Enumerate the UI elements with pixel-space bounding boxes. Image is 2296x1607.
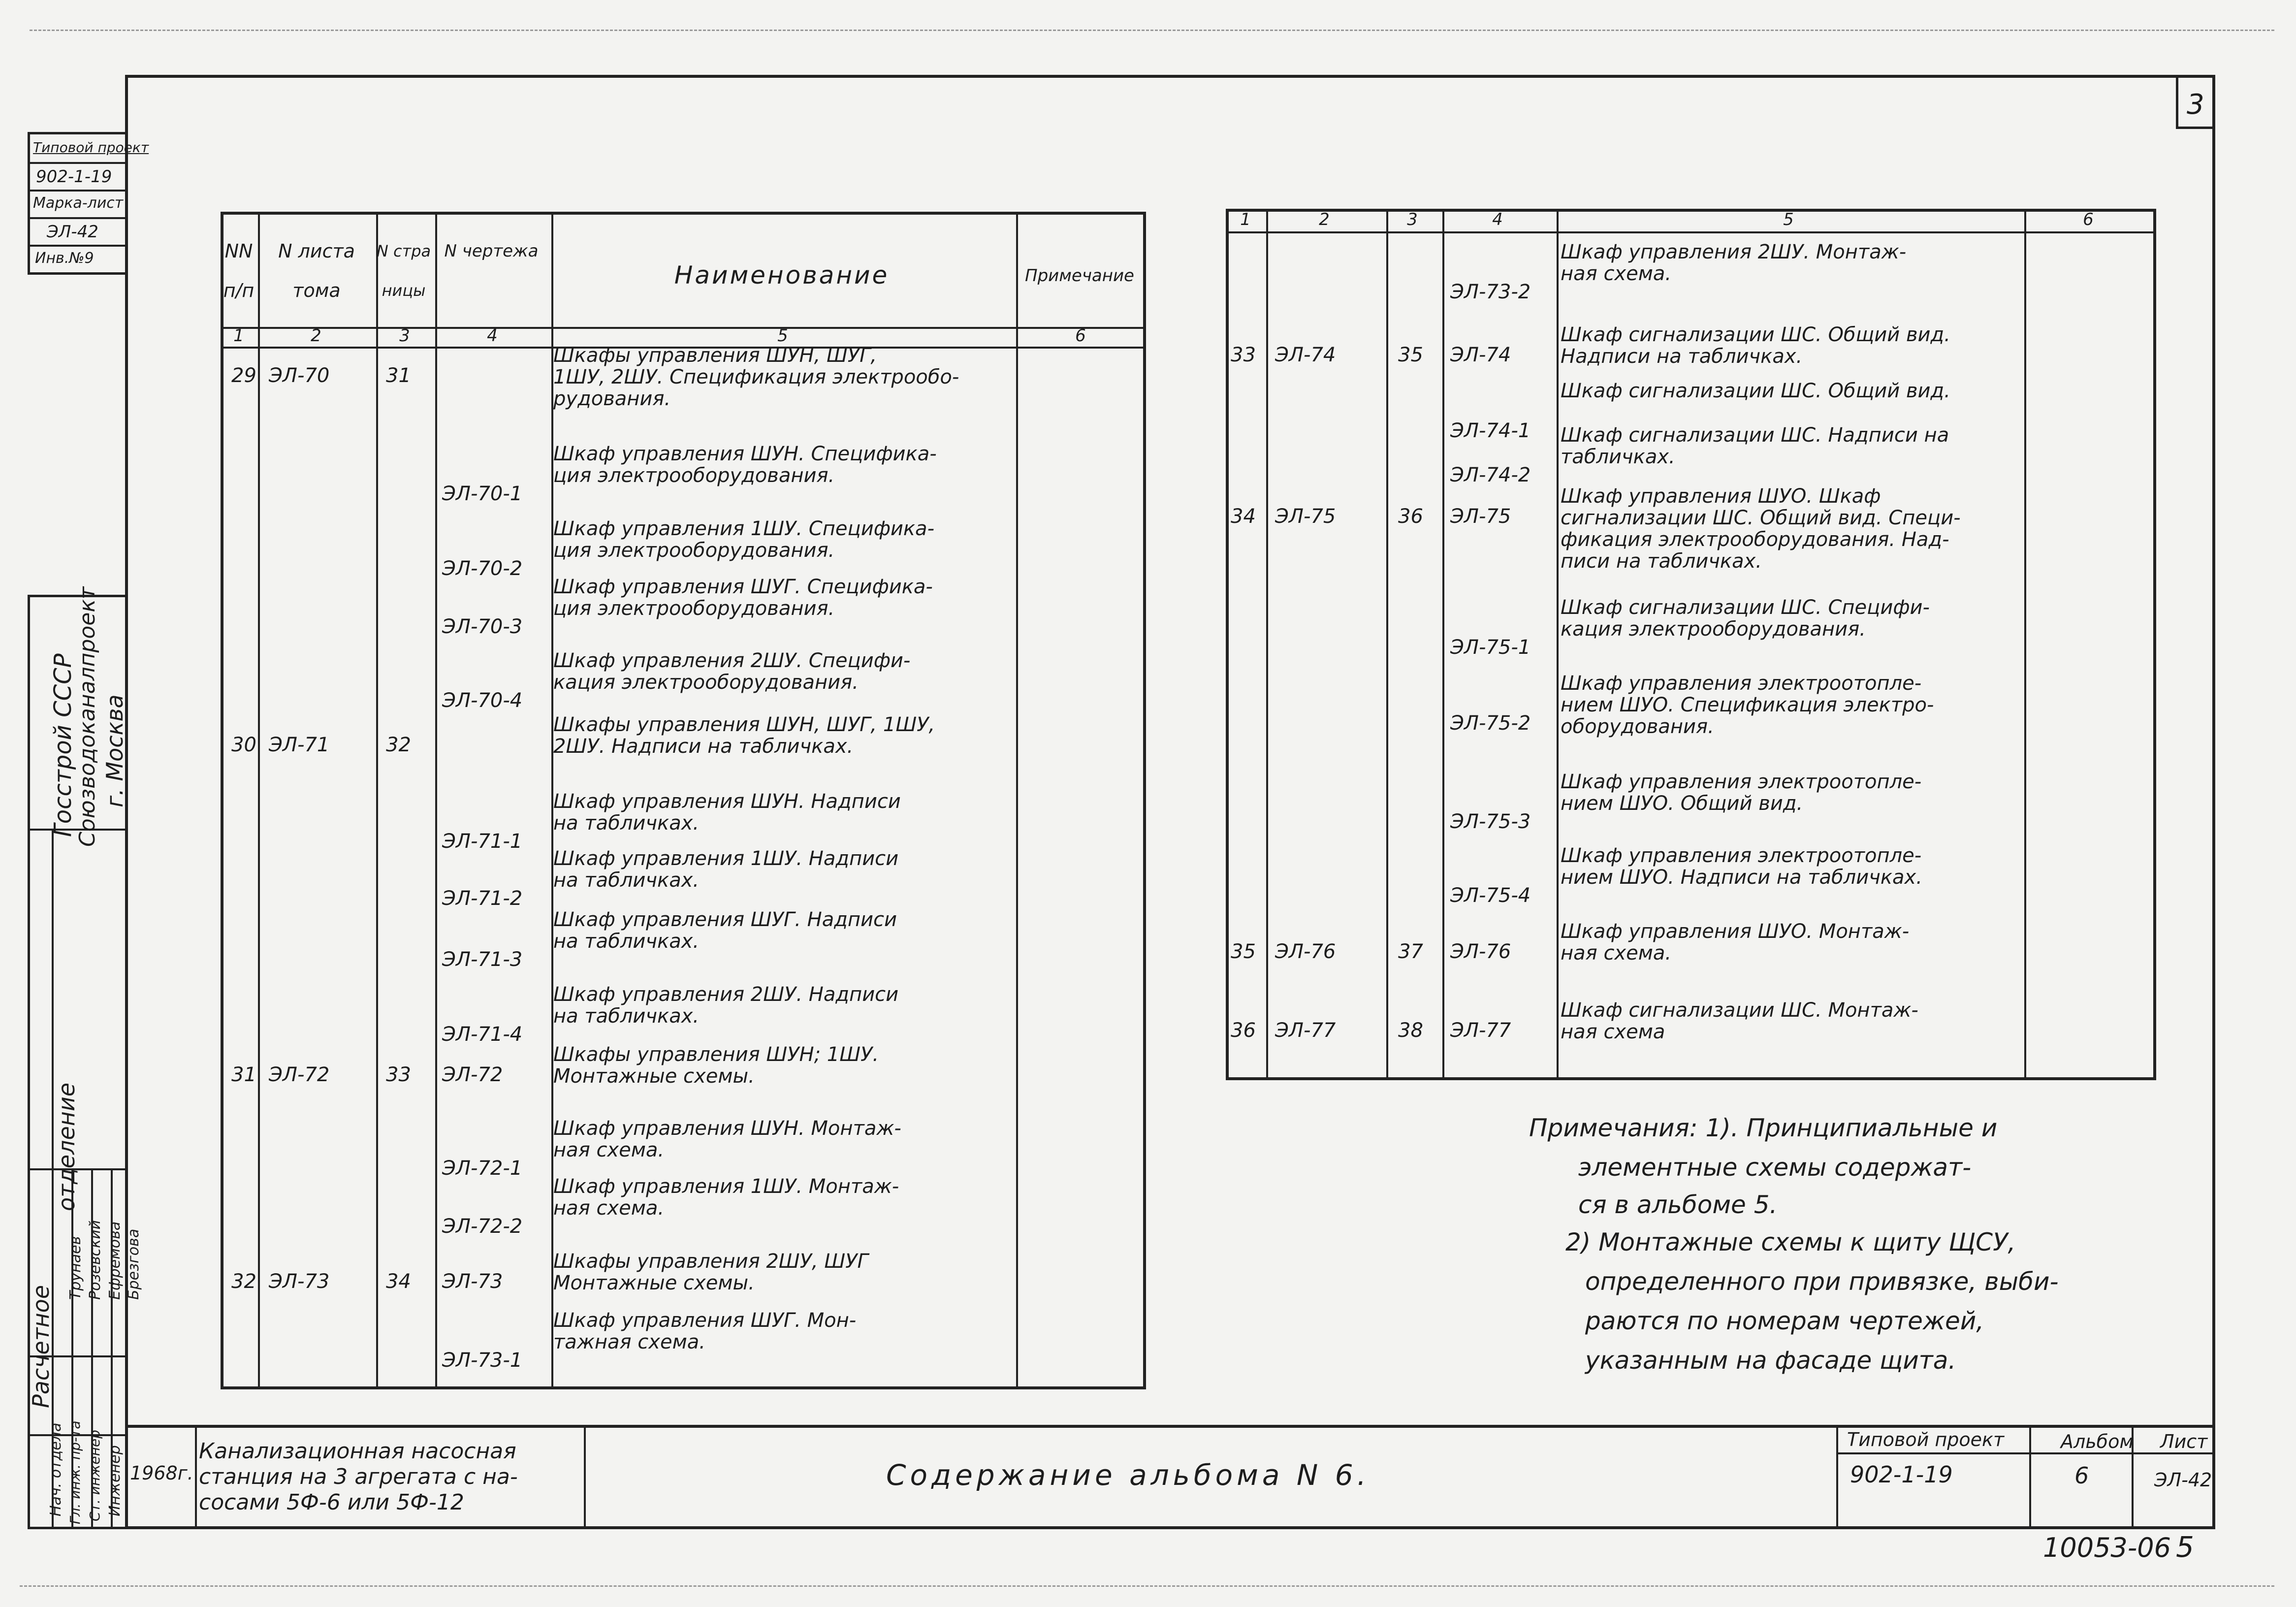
org-name-3: г. Москва — [101, 694, 128, 807]
stamp-inv-label: Инв.№9 — [35, 250, 94, 267]
lt-row-name: Шкаф управления ШУГ. Мон- тажная схема. — [553, 1309, 857, 1353]
notes-line-3: ся в альбоме 5. — [1578, 1190, 1778, 1219]
lt-row-drawing: ЭЛ-70-2 — [442, 557, 523, 580]
lt-row-drawing: ЭЛ-70-1 — [442, 482, 523, 505]
rt-colnum-6: 6 — [2083, 210, 2094, 229]
rt-row-page: 36 — [1398, 505, 1423, 528]
lt-colnum-1: 1 — [233, 326, 244, 346]
notes-line-1: Примечания: 1). Принципиальные и — [1529, 1114, 1998, 1142]
lt-row-name: Шкафы управления ШУН, ШУГ, 1ШУ, 2ШУ. Спецификация электрообо- рудования. — [553, 344, 959, 410]
rt-row-drawing: ЭЛ-77 — [1450, 1019, 1511, 1042]
tb-album-label: Альбом — [2061, 1431, 2134, 1452]
lt-row-drawing: ЭЛ-73-1 — [442, 1349, 523, 1372]
tb-sheet-no: ЭЛ-42 — [2154, 1469, 2212, 1491]
rt-row-name: Шкаф сигнализации ШС. Монтаж- ная схема — [1561, 999, 1918, 1043]
name-2: Розевский — [87, 1220, 104, 1300]
rt-row-drawing: ЭЛ-75-4 — [1450, 884, 1531, 907]
role-3: Ст. инженер — [87, 1430, 103, 1521]
rt-row-drawing: ЭЛ-74-1 — [1450, 419, 1531, 442]
top-edge-line — [30, 30, 2274, 31]
rt-colnum-4: 4 — [1492, 210, 1503, 229]
rt-row-number: 33 — [1231, 344, 1256, 366]
rt-row-drawing: ЭЛ-76 — [1450, 940, 1511, 963]
rt-row-name: Шкаф управления электроотопле- нием ШУО. Общий вид. — [1561, 771, 1922, 815]
lt-row-drawing: ЭЛ-72 — [442, 1063, 503, 1086]
rt-row-name: Шкаф сигнализации ШС. Специфи- кация электрооборудования. — [1561, 596, 1930, 641]
rt-row-sheet: ЭЛ-76 — [1275, 940, 1336, 963]
rt-row-drawing: ЭЛ-73-2 — [1450, 281, 1531, 303]
rt-row-number: 35 — [1231, 940, 1256, 963]
rt-row-page: 37 — [1398, 940, 1423, 963]
org-name-2: Союзводоканалпроект — [75, 586, 100, 847]
lt-row-drawing: ЭЛ-71-4 — [442, 1023, 523, 1046]
role-1: Нач. отдела — [47, 1422, 64, 1516]
rt-row-drawing: ЭЛ-74 — [1450, 344, 1511, 366]
lt-row-drawing: ЭЛ-71-1 — [442, 830, 523, 853]
title-year: 1968г. — [130, 1462, 193, 1484]
name-4: Брезгова — [125, 1228, 142, 1300]
lt-header-nn: NN п/п — [223, 240, 255, 301]
lt-header-page: N стра ницы — [376, 242, 431, 300]
tb-album-no: 6 — [2074, 1462, 2089, 1489]
lt-row-name: Шкаф управления 2ШУ. Специфи- кация электрооборудования. — [553, 649, 911, 694]
rt-row-drawing: ЭЛ-75-2 — [1450, 712, 1531, 735]
title-object: Канализационная насосная станция на 3 агрегата с на- сосами 5Ф-6 или 5Ф-12 — [199, 1439, 518, 1515]
tb-sheet-label: Лист — [2160, 1431, 2208, 1452]
corner-stamp — [28, 132, 149, 275]
lt-row-name: Шкаф управления 1ШУ. Монтаж- ная схема. — [553, 1175, 899, 1220]
tb-project-label: Типовой проект — [1847, 1429, 2005, 1450]
lt-row-name: Шкаф управления ШУН. Специфика- ция электрооборудования. — [553, 443, 937, 487]
lt-row-name: Шкаф управления ШУН. Надписи на табличках. — [553, 790, 901, 835]
rt-row-sheet: ЭЛ-77 — [1275, 1019, 1336, 1042]
footer-code: 10053-06 — [2043, 1532, 2171, 1563]
role-2: Гл. инж. пр-та — [67, 1420, 83, 1524]
lt-row-drawing: ЭЛ-72-2 — [442, 1215, 523, 1238]
lt-row-name: Шкафы управления 2ШУ, ШУГ Монтажные схемы. — [553, 1250, 868, 1294]
footer-page: 5 — [2176, 1530, 2194, 1564]
dept-name: Расчетное — [28, 1285, 54, 1408]
dept-name-2: отделение — [53, 1082, 80, 1211]
rt-colnum-2: 2 — [1319, 210, 1330, 229]
lt-row-sheet: ЭЛ-71 — [269, 734, 330, 756]
rt-row-drawing: ЭЛ-75 — [1450, 505, 1511, 528]
rt-row-name: Шкаф сигнализации ШС. Общий вид. — [1561, 380, 1950, 402]
lt-row-number: 31 — [231, 1063, 256, 1086]
lt-row-name: Шкаф управления 1ШУ. Специфика- ция электрооборудования. — [553, 517, 935, 562]
rt-row-page: 35 — [1398, 344, 1423, 366]
notes-line-7: указанным на фасаде щита. — [1585, 1346, 1956, 1375]
lt-row-drawing: ЭЛ-71-3 — [442, 948, 523, 971]
lt-row-name: Шкаф управления ШУГ. Специфика- ция электрооборудования. — [553, 576, 933, 620]
rt-row-drawing: ЭЛ-75-1 — [1450, 636, 1531, 659]
lt-row-name: Шкаф управления 1ШУ. Надписи на табличках. — [553, 847, 899, 892]
stamp-mark-label: Марка-лист — [33, 194, 124, 212]
stamp-mark-value: ЭЛ-42 — [47, 222, 98, 242]
lt-row-name: Шкафы управления ШУН, ШУГ, 1ШУ, 2ШУ. Надписи на табличках. — [553, 713, 935, 758]
rt-row-sheet: ЭЛ-74 — [1275, 344, 1336, 366]
name-1: Трунаев — [67, 1236, 84, 1300]
name-3: Ефремова — [106, 1221, 124, 1300]
role-4: Инженер — [106, 1445, 124, 1516]
lt-row-page: 31 — [386, 364, 411, 387]
lt-row-number: 32 — [231, 1270, 256, 1293]
rt-row-number: 36 — [1231, 1019, 1256, 1042]
drawing-title: Содержание альбома N 6. — [886, 1458, 1371, 1492]
rt-colnum-5: 5 — [1783, 210, 1794, 229]
lt-header-drawing: N чертежа — [444, 241, 539, 261]
lt-row-page: 34 — [386, 1270, 411, 1293]
lt-row-sheet: ЭЛ-72 — [269, 1063, 330, 1086]
rt-row-name: Шкаф управления ШУО. Монтаж- ная схема. — [1561, 920, 1910, 964]
lt-row-page: 33 — [386, 1063, 411, 1086]
tb-divider-h — [1836, 1452, 2215, 1454]
tb-project-no: 902-1-19 — [1850, 1461, 1953, 1488]
lt-row-drawing: ЭЛ-70-4 — [442, 689, 523, 712]
lt-row-drawing: ЭЛ-71-2 — [442, 887, 523, 910]
rt-row-drawing: ЭЛ-74-2 — [1450, 464, 1531, 486]
rt-row-name: Шкаф управления ШУО. Шкаф сигнализации ШС. Общий вид. Специ- фикация электрооборудования. Над- писи на табличках. — [1561, 485, 1961, 573]
lt-row-drawing: ЭЛ-70-3 — [442, 615, 523, 638]
lt-colnum-4: 4 — [487, 326, 498, 346]
org-name-1: Госстрой СССР — [49, 653, 77, 837]
stamp-project-no: 902-1-19 — [36, 167, 112, 187]
rt-row-number: 34 — [1231, 505, 1256, 528]
lt-row-sheet: ЭЛ-70 — [269, 364, 330, 387]
notes-line-6: раются по номерам чертежей, — [1585, 1307, 1984, 1335]
rt-row-name: Шкаф управления электроотопле- нием ШУО. Спецификация электро- оборудования. — [1561, 672, 1934, 738]
rt-colnum-1: 1 — [1240, 210, 1251, 229]
notes-line-2: элементные схемы содержат- — [1578, 1153, 1972, 1182]
notes-line-4: 2) Монтажные схемы к щиту ЩСУ, — [1565, 1228, 2016, 1256]
rt-row-drawing: ЭЛ-75-3 — [1450, 810, 1531, 833]
lt-colnum-6: 6 — [1075, 326, 1086, 346]
rt-row-name: Шкаф управления 2ШУ. Монтаж- ная схема. — [1561, 241, 1907, 285]
lt-row-drawing: ЭЛ-73 — [442, 1270, 503, 1293]
lt-row-name: Шкафы управления ШУН; 1ШУ. Монтажные схемы. — [553, 1043, 879, 1088]
lt-row-name: Шкаф управления ШУГ. Надписи на табличках. — [553, 908, 897, 953]
lt-header-name: Наименование — [674, 261, 890, 289]
lt-row-name: Шкаф управления 2ШУ. Надписи на табличках. — [553, 983, 899, 1028]
stamp-project-label: Типовой проект — [33, 139, 149, 156]
lt-row-page: 32 — [386, 734, 411, 756]
rt-colnum-3: 3 — [1407, 210, 1418, 229]
rt-row-name: Шкаф сигнализации ШС. Общий вид. Надписи на табличках. — [1561, 323, 1950, 368]
lt-colnum-3: 3 — [399, 326, 410, 346]
page-number: 3 — [2187, 89, 2204, 121]
lt-row-number: 30 — [231, 734, 256, 756]
lt-colnum-5: 5 — [777, 326, 788, 346]
bottom-edge-line — [20, 1585, 2274, 1587]
rt-row-name: Шкаф управления электроотопле- нием ШУО. Надписи на табличках. — [1561, 844, 1922, 889]
lt-row-sheet: ЭЛ-73 — [269, 1270, 330, 1293]
lt-colnum-2: 2 — [311, 326, 321, 346]
lt-row-name: Шкаф управления ШУН. Монтаж- ная схема. — [553, 1117, 901, 1161]
rt-row-sheet: ЭЛ-75 — [1275, 505, 1336, 528]
lt-row-number: 29 — [231, 364, 256, 387]
notes-line-5: определенного при привязке, выби- — [1585, 1267, 2059, 1296]
rt-row-name: Шкаф сигнализации ШС. Надписи на табличках. — [1561, 424, 1949, 468]
lt-header-note: Примечание — [1025, 266, 1134, 286]
rt-row-page: 38 — [1398, 1019, 1423, 1042]
lt-header-sheet: N листа тома — [278, 240, 355, 301]
lt-row-drawing: ЭЛ-72-1 — [442, 1157, 523, 1180]
